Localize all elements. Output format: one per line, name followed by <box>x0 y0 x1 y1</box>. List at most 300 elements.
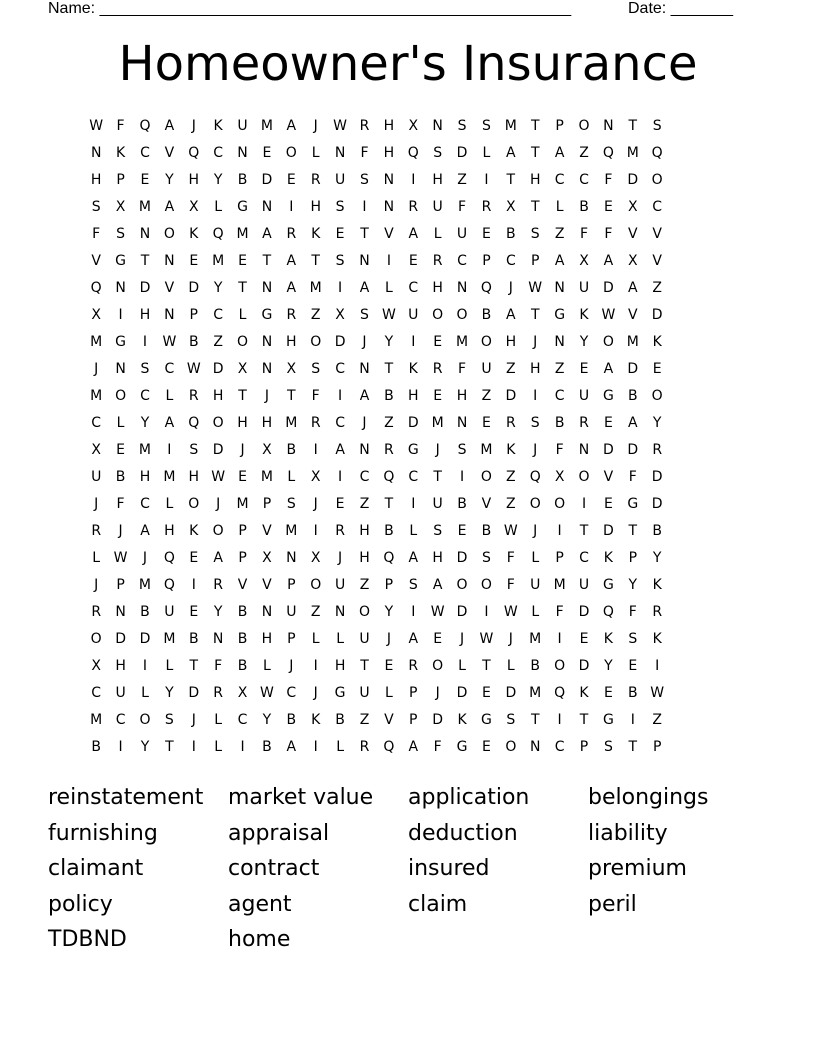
grid-letter: E <box>189 252 199 269</box>
grid-letter: O <box>578 117 590 134</box>
grid-letter: K <box>506 441 516 458</box>
grid-letter: U <box>359 630 370 647</box>
grid-letter: R <box>432 360 443 377</box>
grid-letter: M <box>138 198 152 215</box>
grid-letter: P <box>189 306 198 323</box>
grid-letter: J <box>118 522 123 539</box>
grid-letter: L <box>311 630 320 647</box>
grid-letter: S <box>311 360 321 377</box>
grid-letter: F <box>555 441 564 458</box>
grid-letter: W <box>260 684 274 701</box>
grid-letter: J <box>362 333 367 350</box>
grid-row <box>84 598 744 625</box>
grid-letter: T <box>530 144 540 161</box>
word-row <box>48 780 768 816</box>
grid-letter: Z <box>554 225 565 242</box>
grid-letter: E <box>238 252 247 269</box>
grid-letter: V <box>652 252 662 269</box>
grid-letter: C <box>359 468 370 485</box>
word-bank-item: agent <box>228 891 292 917</box>
grid-letter: E <box>384 657 394 674</box>
grid-letter: H <box>359 522 370 539</box>
grid-letter: O <box>480 468 492 485</box>
grid-letter: Y <box>652 414 662 431</box>
grid-letter: I <box>557 711 562 728</box>
grid-letter: E <box>116 441 126 458</box>
grid-letter: P <box>482 252 491 269</box>
grid-letter: R <box>481 198 492 215</box>
grid-letter: S <box>189 441 199 458</box>
grid-letter: M <box>626 144 639 161</box>
grid-letter: A <box>164 198 175 215</box>
grid-letter: U <box>334 576 346 593</box>
grid-letter: G <box>481 711 492 728</box>
grid-letter: P <box>652 738 662 755</box>
grid-letter: C <box>579 549 589 566</box>
grid-letter: I <box>557 630 562 647</box>
grid-letter: R <box>335 522 345 539</box>
grid-letter: L <box>458 657 466 674</box>
word-bank-item: peril <box>588 891 637 917</box>
grid-letter: Q <box>651 144 663 161</box>
grid-letter: G <box>115 252 127 269</box>
grid-row <box>84 571 744 598</box>
grid-letter: H <box>408 387 419 404</box>
grid-letter: U <box>530 576 541 593</box>
grid-letter: K <box>115 144 126 161</box>
grid-letter: M <box>163 468 176 485</box>
grid-letter: F <box>628 603 637 620</box>
word-bank-item: application <box>408 785 530 811</box>
grid-letter: N <box>164 252 175 269</box>
grid-letter: H <box>310 198 321 215</box>
grid-letter: U <box>359 684 370 701</box>
grid-letter: H <box>188 468 200 485</box>
grid-letter: E <box>286 171 296 188</box>
grid-letter: G <box>602 576 614 593</box>
grid-letter: D <box>115 630 126 647</box>
grid-letter: P <box>116 171 125 188</box>
grid-letter: J <box>191 117 196 134</box>
grid-letter: Y <box>165 684 174 701</box>
grid-letter: A <box>603 252 614 269</box>
page-title: Homeowner's Insurance <box>118 36 698 92</box>
grid-letter: C <box>91 684 102 701</box>
grid-letter: W <box>89 117 104 134</box>
word-bank-item: reinstatement <box>48 785 204 811</box>
grid-letter: J <box>533 522 538 539</box>
word-row <box>48 922 768 958</box>
grid-letter: Y <box>628 576 638 593</box>
grid-letter: P <box>238 522 247 539</box>
grid-letter: B <box>652 522 662 539</box>
grid-letter: X <box>188 198 199 215</box>
grid-letter: D <box>578 603 590 620</box>
grid-letter: T <box>384 360 394 377</box>
grid-letter: B <box>627 387 638 404</box>
grid-letter: J <box>459 630 465 647</box>
grid-letter: M <box>212 252 225 269</box>
grid-letter: E <box>335 495 345 512</box>
grid-letter: M <box>529 684 542 701</box>
grid-letter: J <box>508 630 513 647</box>
grid-letter: E <box>238 468 247 485</box>
grid-letter: T <box>140 252 150 269</box>
grid-row <box>84 382 744 409</box>
word-bank-item: deduction <box>408 820 518 846</box>
grid-letter: C <box>213 144 224 161</box>
grid-letter: J <box>240 441 245 458</box>
grid-letter: J <box>289 657 294 674</box>
grid-letter: N <box>261 360 273 377</box>
grid-letter: V <box>262 576 272 593</box>
grid-letter: X <box>506 198 516 215</box>
grid-letter: Y <box>213 279 223 296</box>
grid-letter: R <box>408 657 419 674</box>
grid-letter: G <box>602 387 614 404</box>
grid-letter: S <box>116 225 126 242</box>
grid-letter: I <box>411 333 416 350</box>
grid-letter: B <box>554 414 565 431</box>
grid-letter: C <box>237 711 248 728</box>
grid-letter: H <box>383 117 395 134</box>
grid-letter: B <box>384 387 394 404</box>
grid-letter: H <box>261 414 273 431</box>
grid-letter: S <box>360 171 369 188</box>
grid-letter: Q <box>529 468 541 485</box>
grid-letter: J <box>94 495 99 512</box>
grid-letter: I <box>630 711 635 728</box>
grid-letter: K <box>652 576 662 593</box>
grid-letter: D <box>651 306 663 323</box>
grid-letter: Z <box>652 279 662 296</box>
word-bank-item: policy <box>48 891 113 917</box>
grid-letter: W <box>113 549 128 566</box>
grid-letter: A <box>432 576 443 593</box>
grid-letter: R <box>310 171 321 188</box>
grid-letter: D <box>139 279 151 296</box>
grid-letter: N <box>554 333 565 350</box>
grid-letter: N <box>334 144 346 161</box>
grid-letter: C <box>335 360 345 377</box>
grid-letter: K <box>652 630 662 647</box>
grid-letter: O <box>212 522 224 539</box>
grid-letter: O <box>310 576 322 593</box>
grid-letter: J <box>435 441 440 458</box>
grid-letter: Z <box>310 306 321 323</box>
grid-row <box>84 409 744 436</box>
grid-letter: A <box>140 522 150 539</box>
grid-letter: A <box>506 306 516 323</box>
grid-letter: D <box>212 360 224 377</box>
grid-letter: N <box>456 414 468 431</box>
grid-letter: R <box>286 306 297 323</box>
grid-letter: B <box>384 522 394 539</box>
grid-letter: S <box>360 306 369 323</box>
grid-letter: T <box>311 252 320 269</box>
grid-letter: Q <box>90 279 102 296</box>
grid-letter: M <box>431 414 444 431</box>
grid-row <box>84 220 744 247</box>
grid-letter: L <box>238 306 247 323</box>
grid-letter: A <box>408 549 419 566</box>
grid-letter: X <box>91 657 101 674</box>
grid-letter: G <box>456 738 468 755</box>
grid-letter: T <box>506 171 516 188</box>
grid-letter: O <box>188 495 200 512</box>
grid-letter: X <box>286 360 297 377</box>
grid-row <box>84 517 744 544</box>
grid-letter: K <box>213 117 223 134</box>
grid-letter: R <box>359 738 370 755</box>
grid-letter: P <box>555 549 564 566</box>
grid-row <box>84 652 744 679</box>
grid-letter: U <box>115 684 126 701</box>
grid-letter: D <box>407 414 419 431</box>
grid-letter: N <box>529 738 541 755</box>
grid-letter: T <box>433 468 442 485</box>
grid-letter: R <box>408 198 419 215</box>
grid-letter: H <box>432 171 443 188</box>
grid-letter: F <box>360 144 369 161</box>
grid-letter: M <box>260 468 273 485</box>
grid-letter: X <box>115 198 126 215</box>
grid-letter: D <box>261 171 273 188</box>
grid-letter: I <box>191 738 196 755</box>
grid-letter: O <box>505 738 517 755</box>
grid-letter: V <box>628 225 638 242</box>
grid-letter: R <box>310 414 321 431</box>
grid-letter: W <box>162 333 177 350</box>
grid-letter: Q <box>602 603 614 620</box>
grid-letter: N <box>456 279 468 296</box>
grid-letter: O <box>139 711 151 728</box>
grid-letter: M <box>236 225 249 242</box>
grid-letter: O <box>480 333 492 350</box>
grid-letter: O <box>163 225 175 242</box>
grid-row <box>84 166 744 193</box>
grid-letter: Y <box>213 171 223 188</box>
grid-letter: Z <box>506 495 516 512</box>
grid-letter: O <box>310 333 322 350</box>
grid-letter: F <box>555 603 564 620</box>
grid-letter: S <box>482 117 491 134</box>
grid-letter: I <box>533 387 538 404</box>
grid-letter: B <box>506 225 516 242</box>
grid-letter: S <box>457 441 467 458</box>
grid-letter: M <box>138 441 152 458</box>
grid-letter: D <box>603 522 614 539</box>
grid-letter: Z <box>359 711 370 728</box>
grid-letter: D <box>627 360 639 377</box>
grid-letter: M <box>138 576 152 593</box>
grid-row <box>84 436 744 463</box>
grid-letter: O <box>456 576 468 593</box>
grid-letter: I <box>362 198 367 215</box>
grid-letter: B <box>481 522 492 539</box>
grid-letter: M <box>90 333 103 350</box>
grid-letter: F <box>311 387 320 404</box>
grid-letter: I <box>411 495 416 512</box>
grid-letter: P <box>409 711 418 728</box>
grid-row <box>84 274 744 301</box>
grid-letter: K <box>579 684 589 701</box>
grid-letter: E <box>433 630 443 647</box>
grid-letter: T <box>579 522 589 539</box>
grid-letter: L <box>336 630 344 647</box>
grid-letter: L <box>92 549 101 566</box>
grid-letter: C <box>335 414 345 431</box>
grid-letter: R <box>505 414 516 431</box>
grid-letter: H <box>286 333 297 350</box>
grid-letter: S <box>457 117 467 134</box>
grid-letter: C <box>140 387 150 404</box>
grid-letter: J <box>94 360 99 377</box>
grid-letter: D <box>456 603 468 620</box>
grid-letter: R <box>213 684 224 701</box>
grid-letter: N <box>164 306 175 323</box>
grid-letter: M <box>626 333 639 350</box>
grid-letter: H <box>334 657 346 674</box>
grid-letter: L <box>214 711 223 728</box>
grid-letter: N <box>212 630 224 647</box>
grid-letter: A <box>213 549 223 566</box>
grid-letter: V <box>384 711 394 728</box>
grid-letter: B <box>286 711 297 728</box>
grid-letter: N <box>139 225 151 242</box>
grid-letter: C <box>579 171 589 188</box>
grid-letter: P <box>628 549 638 566</box>
grid-letter: F <box>628 468 637 485</box>
grid-letter: M <box>163 630 176 647</box>
grid-letter: B <box>286 441 297 458</box>
grid-row <box>84 544 744 571</box>
grid-letter: M <box>529 630 542 647</box>
grid-letter: C <box>408 468 419 485</box>
grid-letter: N <box>383 171 395 188</box>
grid-letter: D <box>651 468 663 485</box>
grid-letter: L <box>165 387 174 404</box>
grid-letter: T <box>287 387 296 404</box>
grid-letter: K <box>457 711 467 728</box>
grid-letter: E <box>433 387 443 404</box>
grid-letter: B <box>115 468 126 485</box>
grid-letter: I <box>118 738 123 755</box>
grid-letter: D <box>603 279 614 296</box>
grid-letter: N <box>432 117 443 134</box>
grid-letter: Q <box>407 144 419 161</box>
grid-letter: S <box>335 198 345 215</box>
grid-letter: Q <box>383 468 395 485</box>
grid-letter: M <box>285 414 298 431</box>
grid-letter: C <box>140 495 150 512</box>
grid-letter: D <box>456 144 468 161</box>
grid-letter: Q <box>383 549 395 566</box>
grid-letter: K <box>579 306 589 323</box>
grid-letter: E <box>482 684 491 701</box>
grid-letter: J <box>313 495 318 512</box>
grid-letter: F <box>604 171 613 188</box>
grid-letter: B <box>237 630 248 647</box>
grid-letter: I <box>191 576 196 593</box>
grid-letter: S <box>628 630 638 647</box>
grid-letter: Z <box>506 468 516 485</box>
grid-letter: Q <box>188 414 200 431</box>
grid-letter: V <box>652 225 662 242</box>
grid-letter: V <box>481 495 492 512</box>
grid-letter: N <box>383 198 395 215</box>
grid-letter: Z <box>652 711 662 728</box>
grid-letter: D <box>578 657 590 674</box>
grid-letter: Y <box>604 657 613 674</box>
grid-letter: G <box>115 333 127 350</box>
grid-letter: R <box>91 603 102 620</box>
grid-letter: Z <box>481 387 492 404</box>
grid-row <box>84 706 744 733</box>
grid-letter: P <box>287 576 296 593</box>
grid-letter: S <box>140 360 150 377</box>
grid-letter: P <box>384 576 394 593</box>
grid-letter: Z <box>359 495 370 512</box>
grid-letter: X <box>408 117 419 134</box>
grid-letter: N <box>261 198 273 215</box>
grid-letter: T <box>360 225 369 242</box>
grid-letter: H <box>432 279 443 296</box>
grid-letter: N <box>261 279 273 296</box>
grid-letter: F <box>506 549 515 566</box>
grid-letter: N <box>261 333 273 350</box>
grid-letter: Q <box>163 549 175 566</box>
grid-letter: J <box>386 630 391 647</box>
grid-letter: I <box>142 333 148 350</box>
grid-letter: J <box>508 279 513 296</box>
grid-letter: N <box>261 603 273 620</box>
grid-letter: Q <box>163 576 175 593</box>
grid-letter: J <box>435 684 440 701</box>
grid-letter: S <box>433 144 443 161</box>
grid-row <box>84 625 744 652</box>
grid-letter: D <box>188 684 200 701</box>
grid-letter: K <box>311 711 321 728</box>
grid-letter: G <box>627 495 639 512</box>
letter-grid <box>84 112 744 760</box>
grid-letter: O <box>358 603 370 620</box>
grid-letter: E <box>482 738 491 755</box>
grid-letter: L <box>506 657 515 674</box>
grid-letter: K <box>311 225 321 242</box>
grid-letter: F <box>92 225 101 242</box>
grid-letter: T <box>384 495 394 512</box>
word-bank-item: furnishing <box>48 820 158 846</box>
grid-letter: B <box>140 603 150 620</box>
grid-letter: E <box>603 414 613 431</box>
grid-letter: T <box>628 522 638 539</box>
grid-letter: I <box>411 603 416 620</box>
grid-letter: Q <box>188 144 200 161</box>
grid-letter: N <box>359 441 370 458</box>
grid-letter: U <box>578 576 590 593</box>
grid-letter: I <box>142 657 148 674</box>
word-bank-item: appraisal <box>228 820 330 846</box>
grid-letter: H <box>529 171 541 188</box>
grid-letter: Y <box>652 549 662 566</box>
grid-letter: V <box>262 522 272 539</box>
grid-letter: R <box>286 225 297 242</box>
grid-letter: L <box>287 468 296 485</box>
grid-letter: O <box>529 495 541 512</box>
word-bank-item: belongings <box>588 785 709 811</box>
grid-letter: W <box>211 468 226 485</box>
